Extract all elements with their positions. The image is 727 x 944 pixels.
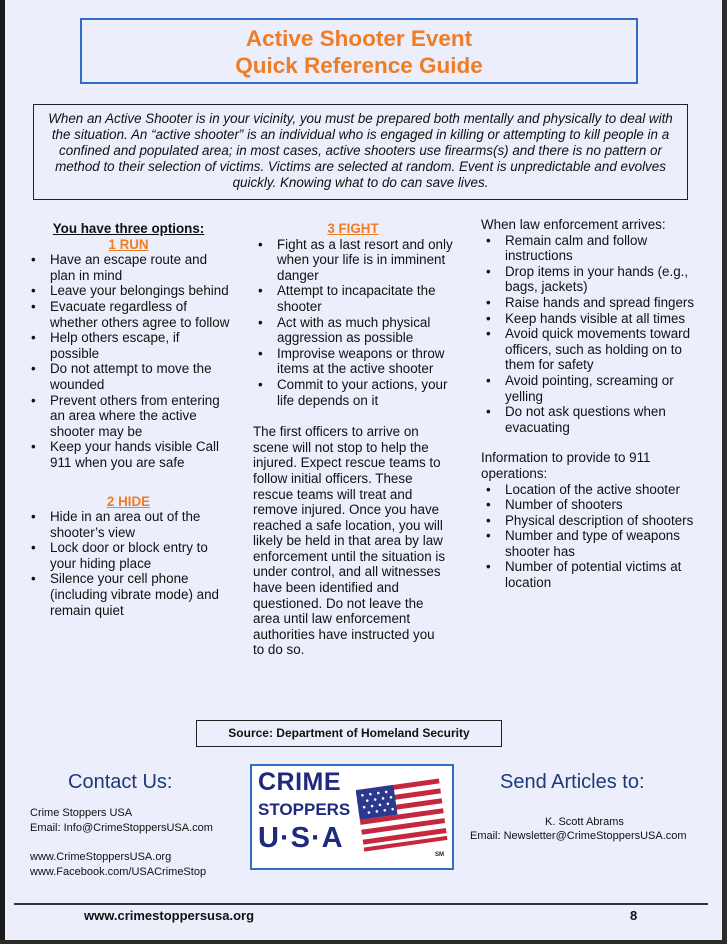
logo-line-2: STOPPERS — [258, 800, 351, 819]
logo-line-3: U·S·A — [258, 822, 344, 854]
fight-item: • Fight as a last resort and only when your life is in imminent danger — [253, 237, 453, 284]
page-edge — [0, 0, 5, 940]
law-heading: When law enforcement arrives: — [481, 217, 666, 232]
source-text: Source: Department of Homeland Security — [228, 726, 470, 740]
info911-item: • Number of potential victims at location — [481, 559, 696, 590]
run-item: • Help others escape, if possible — [26, 330, 231, 361]
run-item: • Keep your hands visible Call 911 when you are safe — [26, 439, 231, 470]
contact-email[interactable]: Email: Info@CrimeStoppersUSA.com — [30, 822, 213, 834]
logo-service-mark: SM — [435, 852, 444, 858]
contact-org: Crime Stoppers USA — [30, 807, 133, 819]
fight-paragraph: The first officers to arrive on scene will not stop to help the injured. Expect rescue teams to follow initial officers. These rescue teams will treat and remove injured. Once you have reached a safe location, you will likely be held in that area by law enforcement until the situation is under control, and all witnesses have been identified and questioned. Do not leave the area until law enforcement authorities have instructed you to do so. — [253, 424, 446, 658]
law-item: • Avoid quick movements toward officers, such as holding on to them for safety — [481, 326, 696, 373]
fight-item: • Commit to your actions, your life depends on it — [253, 377, 453, 408]
info911-item: • Location of the active shooter — [481, 482, 696, 498]
contact-website[interactable]: www.CrimeStoppersUSA.org — [30, 851, 172, 863]
logo-line-1: CRIME — [258, 768, 342, 796]
intro-box — [33, 104, 688, 200]
footer-url[interactable]: www.crimestoppersusa.org — [84, 908, 255, 923]
law-item: • Avoid pointing, screaming or yelling — [481, 373, 696, 404]
page-number: 8 — [630, 908, 638, 923]
source-box — [196, 720, 502, 747]
column-fight — [253, 221, 453, 658]
crime-stoppers-logo — [250, 764, 454, 870]
send-email[interactable]: Email: Newsletter@CrimeStoppersUSA.com — [470, 830, 687, 842]
law-item: • Do not ask questions when evacuating — [481, 404, 696, 435]
fight-heading: 3 FIGHT — [327, 221, 379, 236]
column-run-hide — [26, 221, 231, 618]
fight-item: • Improvise weapons or throw items at the active shooter — [253, 346, 453, 377]
fight-item: • Attempt to incapacitate the shooter — [253, 283, 453, 314]
law-list — [481, 233, 696, 436]
run-item: • Do not attempt to move the wounded — [26, 361, 231, 392]
column-law — [481, 217, 696, 591]
hide-heading: 2 HIDE — [106, 493, 151, 509]
run-list — [26, 252, 231, 470]
options-heading: You have three options: — [52, 221, 205, 236]
us-flag-icon — [356, 776, 448, 860]
law-item: • Drop items in your hands (e.g., bags, jackets) — [481, 264, 696, 295]
fight-list — [253, 237, 453, 409]
contact-heading: Contact Us: — [68, 771, 173, 793]
info911-item: • Physical description of shooters — [481, 513, 696, 529]
title-line-2: Quick Reference Guide — [235, 53, 483, 78]
info911-item: • Number and type of weapons shooter has — [481, 528, 696, 559]
law-item: • Remain calm and follow instructions — [481, 233, 696, 264]
run-item: • Leave your belongings behind — [26, 283, 231, 299]
law-item: • Raise hands and spread fingers — [481, 295, 696, 311]
title-line-1: Active Shooter Event — [245, 26, 473, 51]
send-articles-heading: Send Articles to: — [500, 771, 645, 793]
hide-item: • Silence your cell phone (including vibrate mode) and remain quiet — [26, 571, 231, 618]
hide-item: • Lock door or block entry to your hiding place — [26, 540, 231, 571]
contact-facebook[interactable]: www.Facebook.com/USACrimeStop — [30, 866, 207, 878]
run-item: • Evacuate regardless of whether others agree to follow — [26, 299, 231, 330]
info911-item: • Number of shooters — [481, 497, 696, 513]
send-name: K. Scott Abrams — [545, 816, 624, 828]
run-item: • Prevent others from entering an area where the active shooter may be — [26, 393, 231, 440]
title-box — [80, 18, 638, 84]
footer-divider — [14, 903, 708, 905]
run-item: • Have an escape route and plan in mind — [26, 252, 231, 283]
hide-list — [26, 509, 231, 618]
law-item: • Keep hands visible at all times — [481, 311, 696, 327]
hide-item: • Hide in an area out of the shooter’s view — [26, 509, 231, 540]
info911-list — [481, 482, 696, 591]
run-heading: 1 RUN — [108, 236, 149, 252]
intro-text: When an Active Shooter is in your vicinity, you must be prepared both mentally and physically to deal with the situation. An “active shooter” is an individual who is engaged in killing or attempting to kill people in a confined and populated area; in most cases, active shooters use firearms(s) and there is no pattern or method to their selection of victims. Victims are selected at random. Event is unpredictable and evolves quickly. Knowing what to do can save lives. — [48, 111, 673, 190]
fight-item: • Act with as much physical aggression as possible — [253, 315, 453, 346]
info911-heading: Information to provide to 911 operations: — [481, 450, 651, 481]
